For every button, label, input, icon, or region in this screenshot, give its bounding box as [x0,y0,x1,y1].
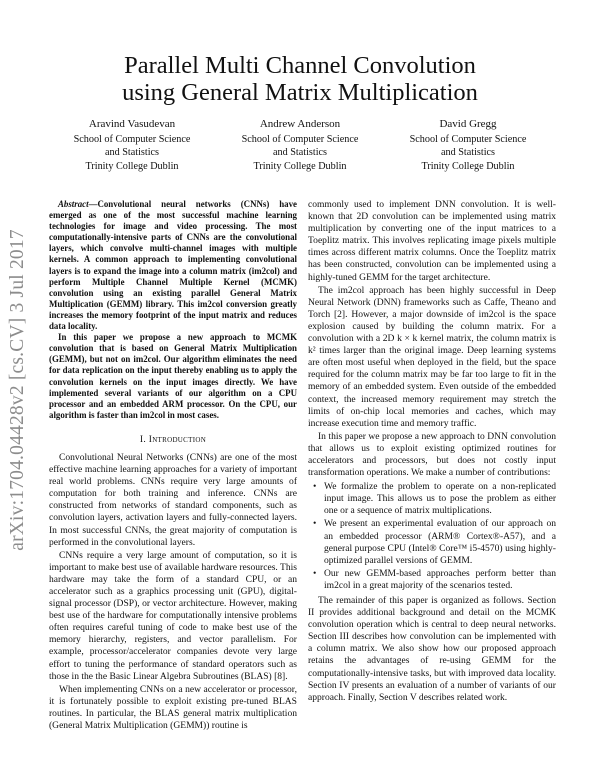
paper-title-line-1: Parallel Multi Channel Convolution [124,52,476,79]
arxiv-stamp [6,190,30,590]
list-item [313,567,556,592]
contribution-text: We formalize the problem to operate on a non-replicated input image. This allows us to pose the problem as either one or a sequence of matrix multiplications. [324,481,556,517]
contribution-text: Our new GEMM-based approaches perform better than im2col in a great majority of the scenarios tested. [324,567,556,591]
abstract-label: Abstract [58,199,89,209]
author-dept: School of Computer Science [409,133,527,145]
contributions-list [308,481,556,592]
intro-paragraph-7: The remainder of this paper is organized as follows. Section II provides additional background and detail on the MCMK convolution operation which is central to deep neural networks. Section III describes how convolution can be implemented with a column matrix. We also show how our proposed approach retains the advantages of re-using GEMM for the computationally-intensive tasks, but with improved data locality. Section IV presents an evaluation of a number of variants of our approach. Finally, Section V describes related work. [308,595,556,703]
author-institution: Trinity College Dublin [85,160,179,172]
intro-paragraph-1: Convolutional Neural Networks (CNNs) are one of the most effective machine learning approaches for a variety of important real world problems. CNNs require very large amounts of computation for both training and inference. CNNs are constructed from networks of standard components, such as convolution layers, activation layers and fully-connected layers. In most successful CNNs, the great majority of computation is performed in the convolutional layers. [49,451,297,548]
intro-paragraph-3: When implementing CNNs on a new accelerator or processor, it is fortunately possible to exploit existing pre-tuned BLAS routines. In particular, the BLAS general matrix multiplication (General Matrix Multiplication (GEMM)) routine is [49,683,297,732]
section-heading-introduction: I. Introduction [139,434,207,445]
intro-paragraph-5: The im2col approach has been highly successful in Deep Neural Network (DNN) frameworks such as Caffe, Theano and Torch [2]. However, a major downside of im2col is the space explosion caused by building the column matrix. For a convolution with a 2D k × k kernel matrix, the column matrix is k² times larger than the original image. Deep learning systems are often most useful when deployed in the field, but the space required for the column matrix may be far too large to fit in the memory of an embedded system. Even outside of the embedded context, the increased memory requirement may stretch the limits of on-chip local memories and caches, which may increase execution time and memory traffic. [308,284,556,429]
author-name: David Gregg [439,118,497,130]
author-name: Andrew Anderson [259,118,341,130]
bullet-icon: • [313,567,317,579]
list-item [313,481,556,517]
author-institution: Trinity College Dublin [253,160,347,172]
left-column [49,199,297,733]
abstract [49,199,297,421]
author-1 [48,118,216,173]
author-dept: and Statistics [440,147,496,159]
bullet-icon: • [313,518,317,530]
author-name: Aravind Vasudevan [88,118,176,130]
author-dept: and Statistics [104,147,160,159]
author-dept: and Statistics [272,147,328,159]
author-dept: School of Computer Science [73,133,191,145]
author-3 [384,118,552,173]
intro-paragraph-4: commonly used to implement DNN convolution. It is well-known that 2D convolution can be implemented using matrix multiplication by converting one of the input matrices to a Toeplitz matrix. This involves replicating image pixels multiple times across different matrix columns. Once the Toeplitz matrix has been constructed, convolution can be implemented using a highly-tuned GEMM for the target architecture. [308,199,556,283]
author-dept: School of Computer Science [241,133,359,145]
intro-paragraph-6: In this paper we propose a new approach to DNN convolution that allows us to exploit existing optimized routines for accelerators and processors, but does not costly input transformation operations. We make a number of contributions: [308,430,556,479]
contribution-text: We present an experimental evaluation of our approach on an embedded processor (ARM® Cortex®-A57), and a general purpose CPU (Intel® Core™ i5-4570) using highly-optimized parallel versions of GEMM. [324,518,556,566]
author-block [48,118,552,173]
abstract-paragraph-1: —Convolutional neural networks (CNNs) have emerged as one of the most successful machine learning technologies for image and video processing. The most computationally-intensive parts of CNNs are the convolutional layers, which convolve multi-channel images with multiple kernels. A common approach to implementing convolutional layers is to expand the image into a column matrix (im2col) and perform Multiple Channel Multiple Kernel (MCMK) convolution using an existing parallel General Matrix Multiplication (GEMM) library. This im2col conversion greatly increases the memory footprint of the input matrix and reduces data locality. [49,199,297,332]
arxiv-identifier: arXiv:1704.04428v2 [cs.CV] 3 Jul 2017 [7,229,28,551]
right-column [308,199,556,705]
intro-paragraph-2: CNNs require a very large amount of computation, so it is important to make best use of available hardware resources. This hardware may take the form of a standard CPU, or an accelerator such as a graphics processing unit (GPU), digital-signal processor (DSP), or vector architecture. However, making best use of the hardware for computationally intensive problems often requires careful tuning of code to make best use of the memory hierarchy, registers, and vector parallelism. For example, processor/accelerator companies devote very large effort to tuning the performance of standard operators such as those in the the Basic Linear Algebra Subroutines (BLAS) [8]. [49,549,297,682]
list-item [313,518,556,566]
abstract-paragraph-2: In this paper we propose a new approach to MCMK convolution that is based on General Matrix Multiplication (GEMM), but not on im2col. Our algorithm eliminates the need for data replication on the input thereby enabling us to apply the convolution kernels on the input images directly. We have implemented several variants of our algorithm on a CPU processor and an embedded ARM processor. On the CPU, our algorithm is faster than im2col in most cases. [49,332,297,420]
author-2 [216,118,384,173]
paper-title-line-2: using General Matrix Multiplication [122,79,478,106]
bullet-icon: • [313,481,317,493]
author-institution: Trinity College Dublin [421,160,515,172]
